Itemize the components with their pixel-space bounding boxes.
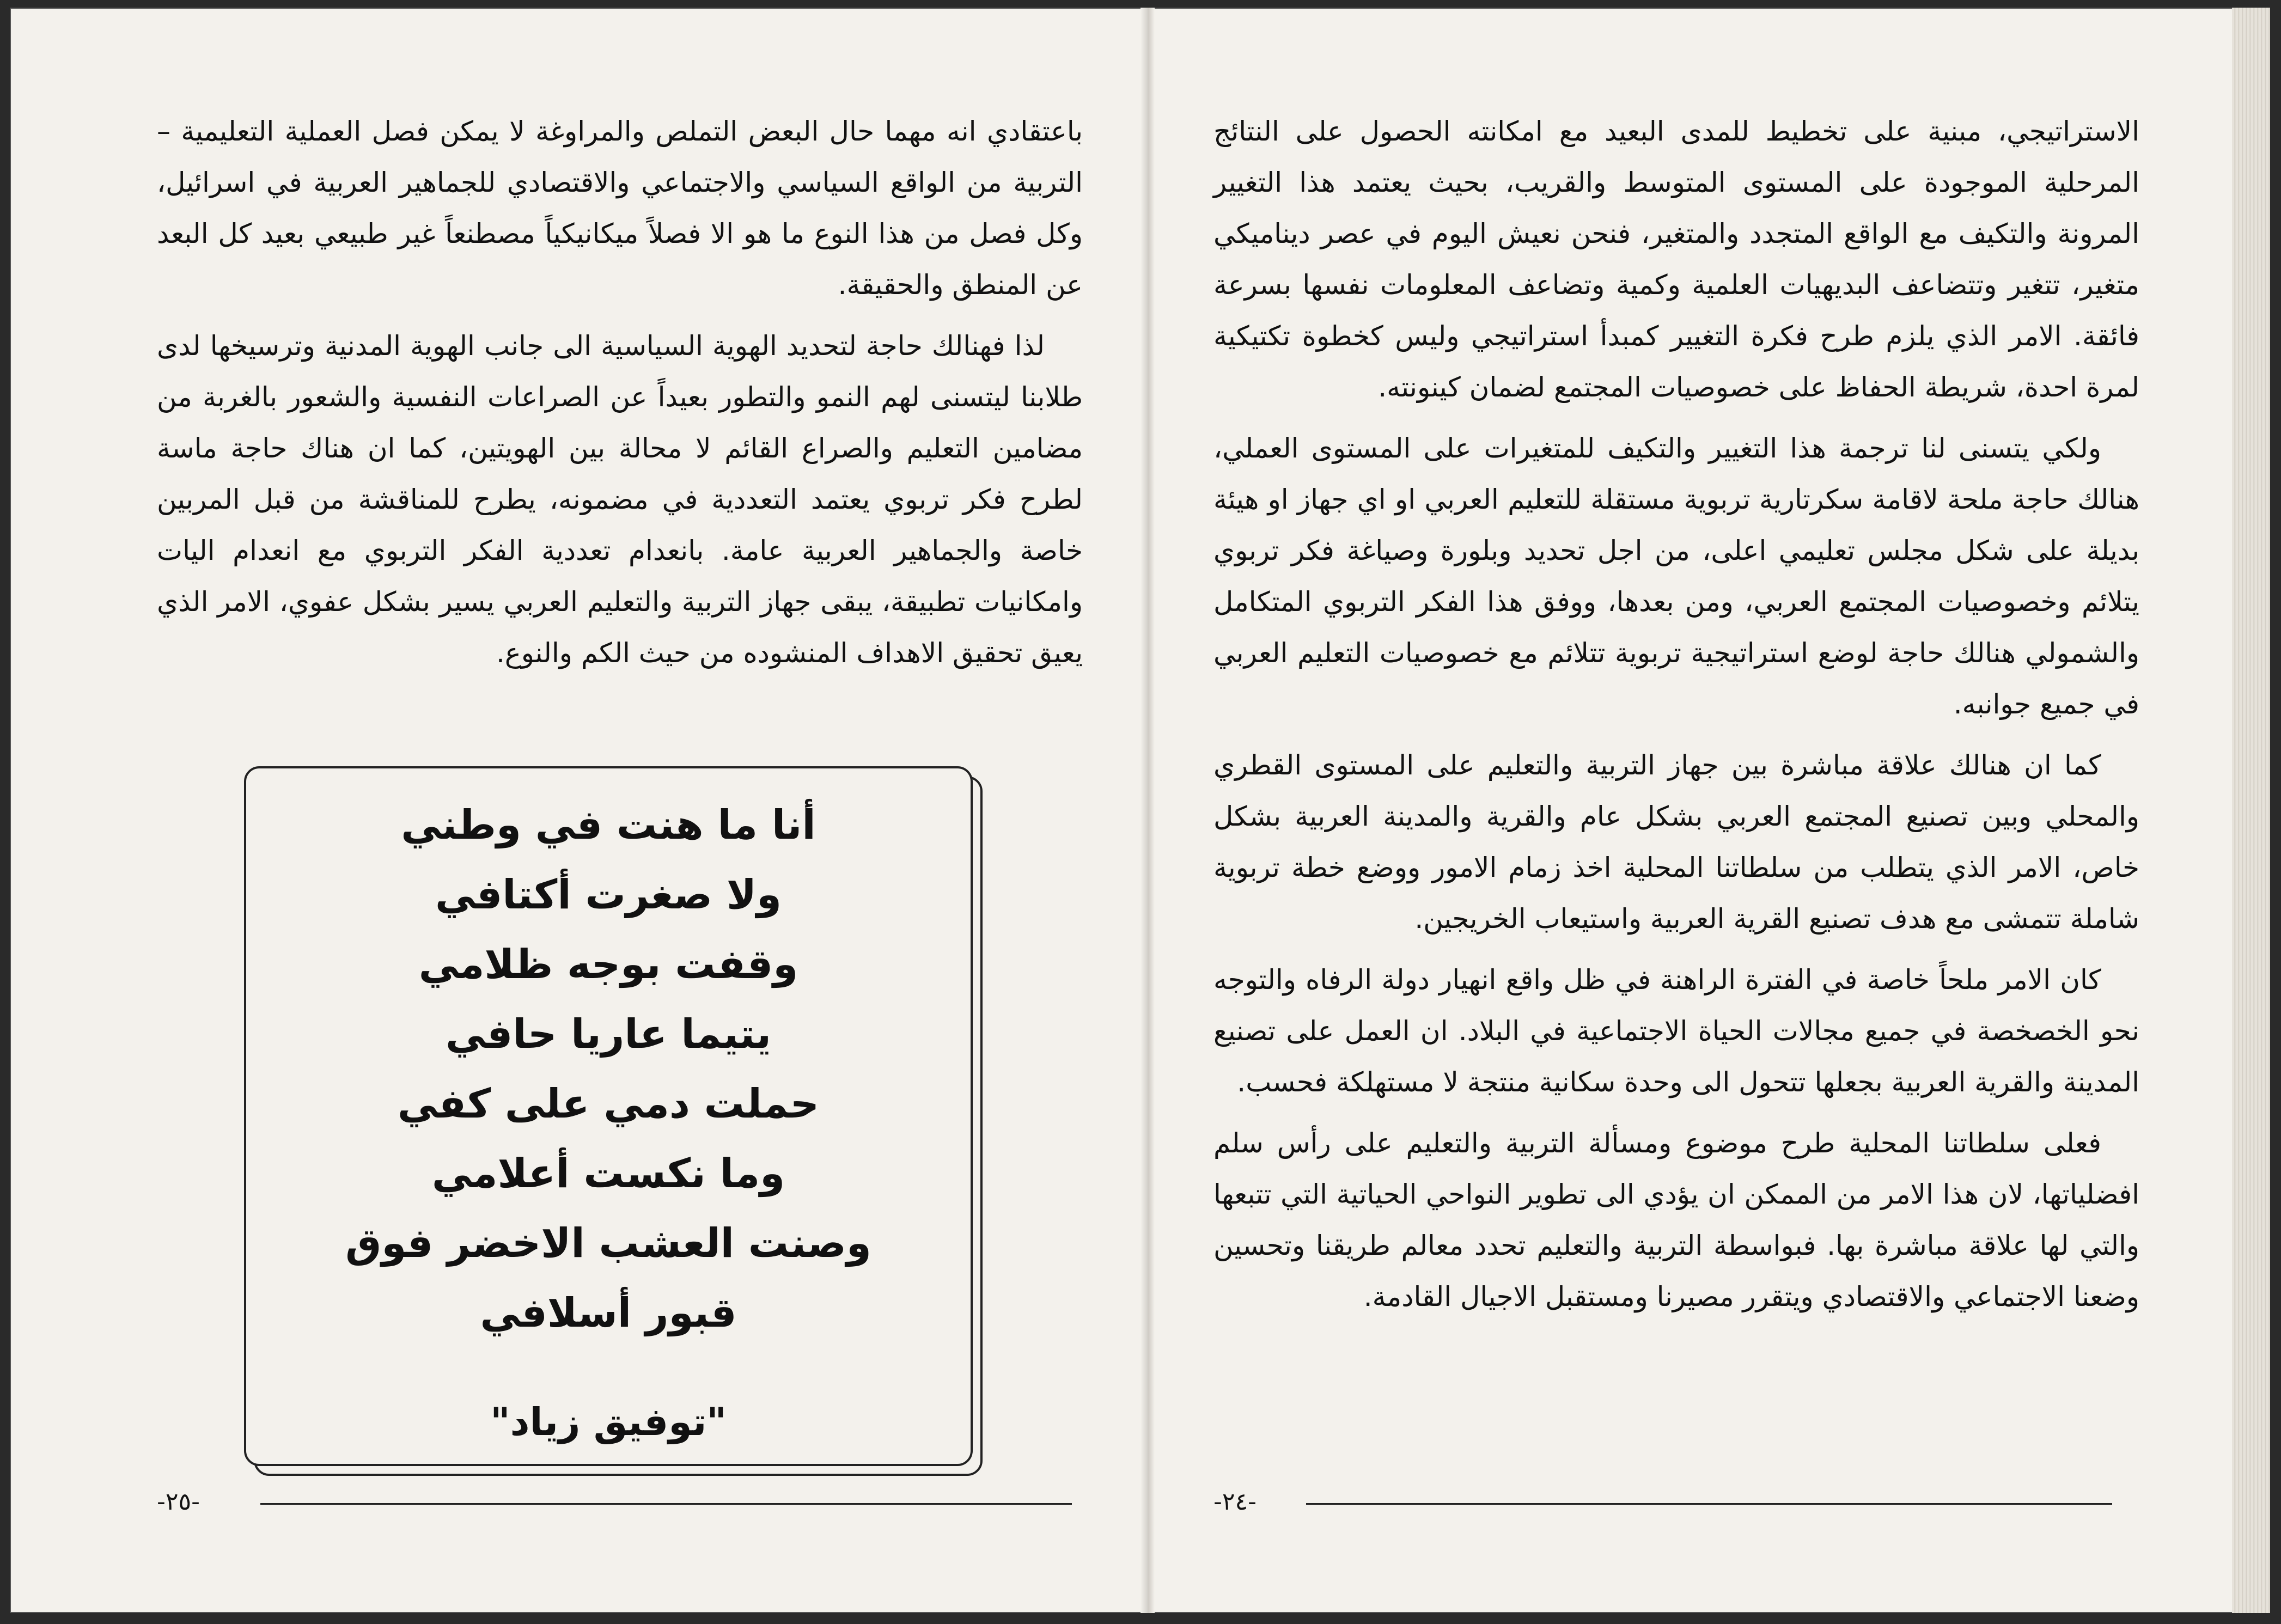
poem-line: وصنت العشب الاخضر فوق bbox=[345, 1220, 871, 1267]
poem-box bbox=[244, 766, 973, 1466]
poem bbox=[246, 790, 971, 1348]
page-number: -٢٤- bbox=[1213, 1488, 1257, 1516]
left-page-footer bbox=[157, 1488, 1072, 1521]
page-edges bbox=[2232, 8, 2270, 1613]
book-gutter bbox=[1140, 8, 1155, 1613]
right-page bbox=[1213, 106, 2139, 1332]
poem-line: وقفت بوجه ظلامي bbox=[418, 941, 798, 988]
footer-rule bbox=[260, 1503, 1072, 1505]
right-paragraph-3: كما ان هنالك علاقة مباشرة بين جهاز التربية والتعليم على المستوى القطري والمحلي وبين تصنيع المجتمع العربي بشكل عام والقرية والمدينة العربية بشكل خاص، الامر الذي يتطلب من سلطاتنا المحلية اخذ زمام الامور ووضع خطة تربوية شاملة تتمشى مع هدف تصنيع القرية العربية واستيعاب الخريجين. bbox=[1213, 749, 2139, 935]
book-spread bbox=[10, 8, 2270, 1613]
right-paragraph-5: فعلى سلطاتنا المحلية طرح موضوع ومسألة التربية والتعليم على رأس سلم افضلياتها، لان هذا الامر من الممكن ان يؤدي الى تطوير النواحي الحياتية التي تتبعها والتي لها علاقة مباشرة بها. فبواسطة التربية والتعليم تحدد معالم طريقنا وتحسين وضعنا الاجتماعي والاقتصادي ويتقرر مصيرنا ومستقبل الاجيال القادمة. bbox=[1213, 1127, 2139, 1312]
poem-author: "توفيق زياد" bbox=[490, 1400, 727, 1444]
page-number: -٢٥- bbox=[157, 1488, 200, 1516]
left-paragraph-2: لذا فهنالك حاجة لتحديد الهوية السياسية الى جانب الهوية المدنية وترسيخها لدى طلابنا ليتسنى لهم النمو والتطور بعيداً عن الصراعات النفسية والشعور بالغربة من مضامين التعليم والصراع القائم لا محالة بين الهويتين، كما ان هناك حاجة ماسة لطرح فكر تربوي يعتمد التعددية في مضمونه، يطرح للمناقشة من قبل المربين خاصة والجماهير العربية عامة. بانعدام تعددية الفكر التربوي مع انعدام اليات وامكانيات تطبيقة، يبقى جهاز التربية والتعليم العربي يسير بشكل عفوي، الامر الذي يعيق تحقيق الاهداف المنشوده من حيث الكم والنوع. bbox=[157, 330, 1083, 669]
right-page-footer bbox=[1213, 1488, 2128, 1521]
right-paragraph-2: ولكي يتسنى لنا ترجمة هذا التغيير والتكيف للمتغيرات على المستوى العملي، هنالك حاجة ملحة لاقامة سكرتارية تربوية مستقلة للتعليم العربي او اي جهاز او هيئة بديلة على شكل مجلس تعليمي اعلى، من اجل تحديد وبلورة وصياغة فكر تربوي يتلائم وخصوصيات المجتمع العربي، ومن بعدها، ووفق هذا الفكر التربوي المتكامل والشمولي هنالك حاجة لوضع استراتيجية تربوية تتلائم مع خصوصيات التعليم العربي في جميع جوانبه. bbox=[1213, 432, 2139, 720]
right-paragraph-4: كان الامر ملحاً خاصة في الفترة الراهنة في ظل واقع انهيار دولة الرفاه والتوجه نحو الخصخصة في جميع مجالات الحياة الاجتماعية في البلاد. ان العمل على تصنيع المدينة والقرية العربية بجعلها تتحول الى وحدة سكانية منتجة لا مستهلكة فحسب. bbox=[1213, 964, 2139, 1098]
poem-line: حملت دمي على كفي bbox=[397, 1080, 820, 1127]
left-paragraph-1: باعتقادي انه مهما حال البعض التملص والمراوغة لا يمكن فصل العملية التعليمية – التربية من الواقع السياسي والاجتماعي والاقتصادي للجماهير العربية في اسرائيل، وكل فصل من هذا النوع ما هو الا فصلاً ميكانيكياً مصطنعاً غير طبيعي بعيد كل البعد عن المنطق والحقيقة. bbox=[157, 115, 1083, 301]
footer-rule bbox=[1306, 1503, 2112, 1505]
poem-line: يتيما عاريا حافي bbox=[445, 1011, 772, 1058]
poem-line: قبور أسلافي bbox=[480, 1290, 737, 1336]
right-paragraph-1: الاستراتيجي، مبنية على تخطيط للمدى البعيد مع امكانته الحصول على النتائج المرحلية الموجودة على المستوى المتوسط والقريب، بحيث يعتمد هذا التغيير المرونة والتكيف مع الواقع المتجدد والمتغير، فنحن نعيش اليوم في عصر ديناميكي متغير، تتغير وتتضاعف البديهيات العلمية وكمية وتضاعف المعلومات نفسها بسرعة فائقة. الامر الذي يلزم طرح فكرة التغيير كمبدأ استراتيجي وليس كخطوة تكتيكية لمرة احدة، شريطة الحفاظ على خصوصيات المجتمع لضمان كينونته. bbox=[1213, 115, 2139, 403]
poem-line: ولا صغرت أكتافي bbox=[435, 871, 782, 918]
left-page bbox=[157, 106, 1083, 688]
poem-line: وما نكست أعلامي bbox=[431, 1150, 785, 1197]
poem-line: أنا ما هنت في وطني bbox=[401, 802, 816, 848]
